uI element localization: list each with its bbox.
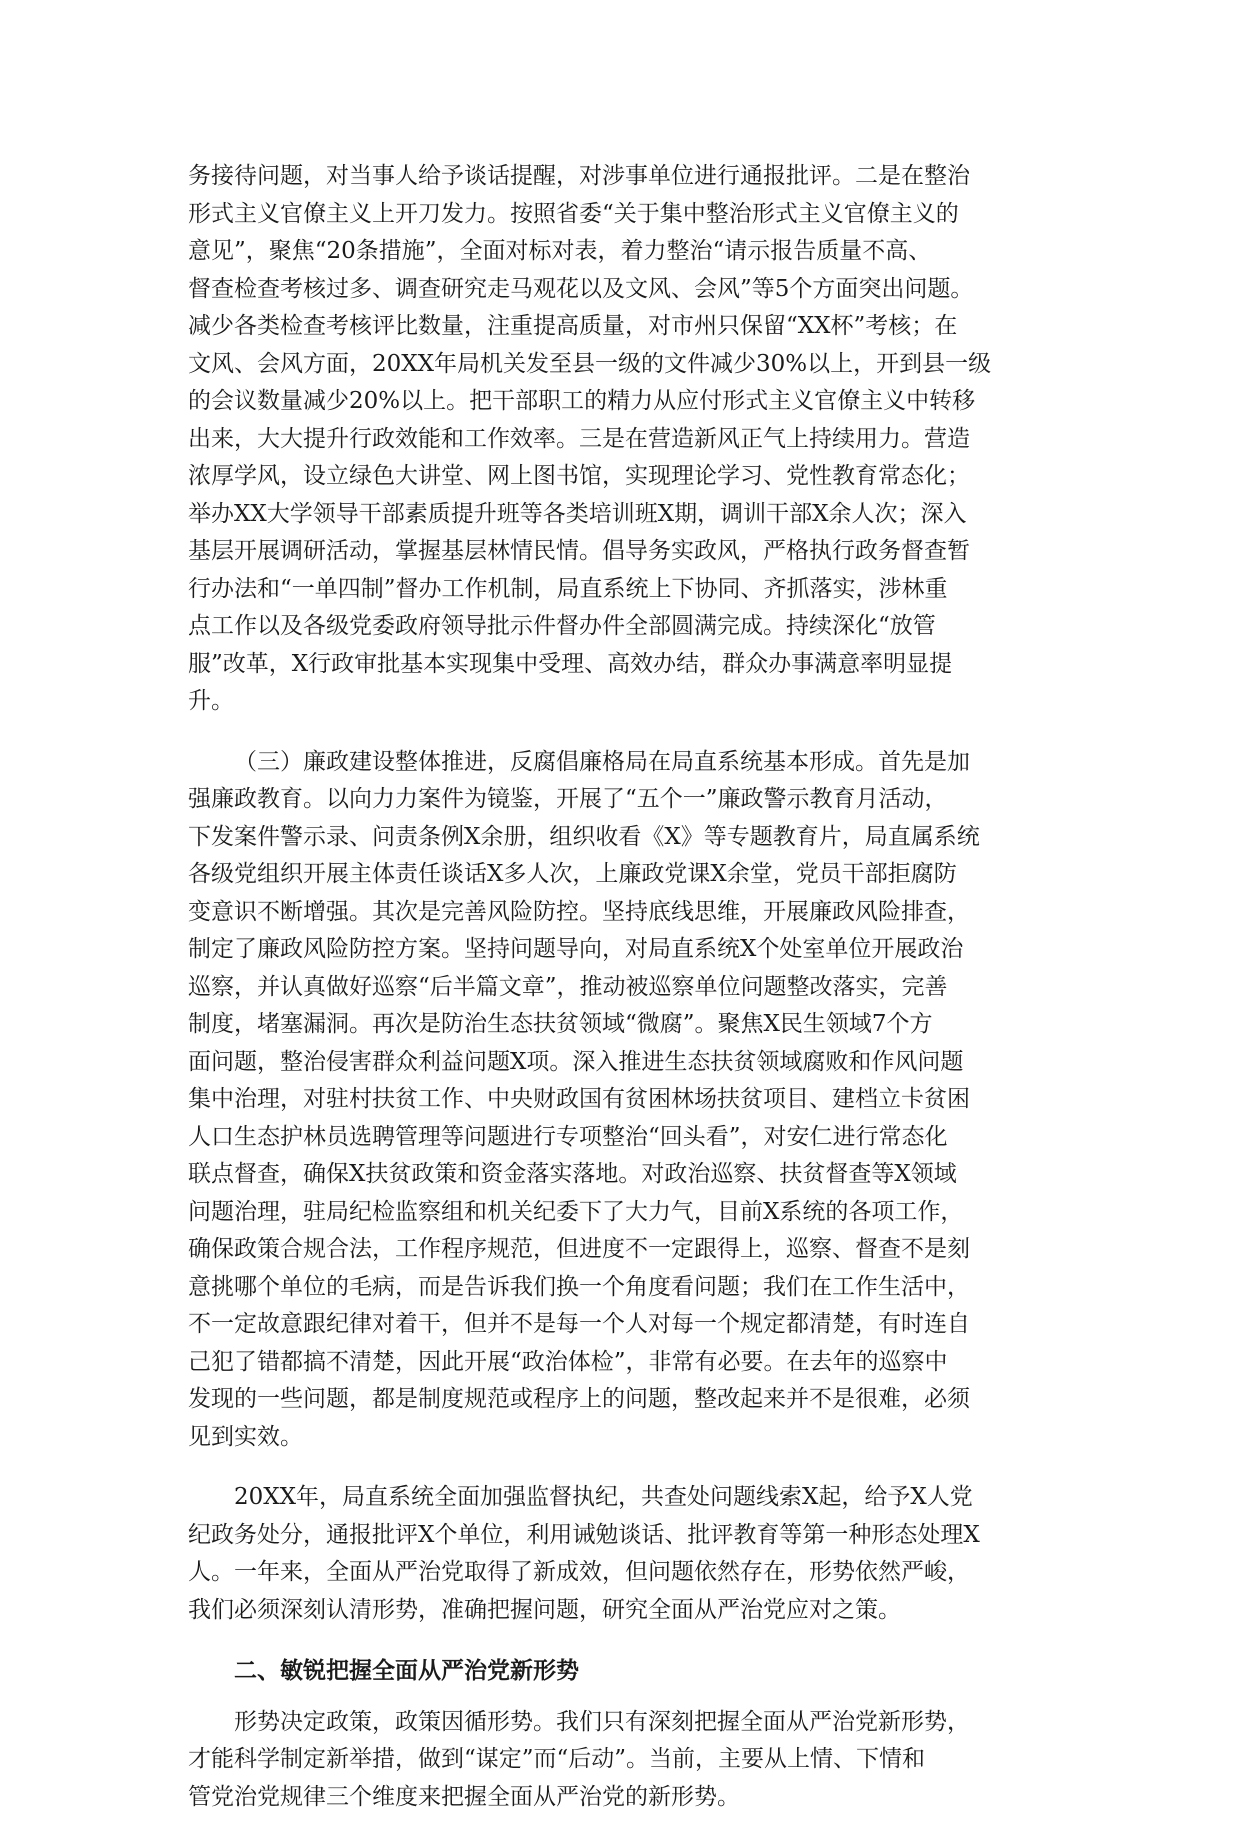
text-line: 下发案件警示录、问责条例X余册，组织收看《X》等专题教育片，局直属系统 <box>188 823 980 850</box>
text-line: 举办XX大学领导干部素质提升班等各类培训班X期，调训干部X余人次；深入 <box>188 500 967 527</box>
text-line: 务接待问题，对当事人给予谈话提醒，对涉事单位进行通报批评。二是在整治 <box>188 163 970 189</box>
text-line: 不一定故意跟纪律对着干，但并不是每一个人对每一个规定都清楚，有时连自 <box>188 1311 970 1337</box>
text-line: 问题治理，驻局纪检监察组和机关纪委下了大力气，目前X系统的各项工作， <box>188 1198 964 1225</box>
text-line: 联点督查，确保X扶贫政策和资金落实落地。对政治巡察、扶贫督查等X领域 <box>188 1161 957 1187</box>
text-line: 形式主义官僚主义上开刀发力。按照省委“关于集中整治形式主义官僚主义的 <box>188 200 959 227</box>
paragraph-new-situation <box>188 1704 1054 1817</box>
text-line: 纪政务处分，通报批评X个单位，利用诫勉谈话、批评教育等第一种形态处理X <box>188 1521 980 1548</box>
text-line: 浓厚学风，设立绿色大讲堂、网上图书馆，实现理论学习、党性教育常态化； <box>188 463 970 489</box>
document-body <box>188 158 1054 1839</box>
text-line: （三）廉政建设整体推进，反腐倡廉格局在局直系统基本形成。首先是加 <box>234 748 970 775</box>
text-line: 各级党组织开展主体责任谈话X多人次，上廉政党课X余堂，党员干部拒腐防 <box>188 861 957 887</box>
paragraph-rectification-work <box>188 158 1054 721</box>
section-heading: 二、敏锐把握全面从严治党新形势 <box>234 1657 579 1684</box>
text-line: 变意识不断增强。其次是完善风险防控。坚持底线思维，开展廉政风险排查， <box>188 898 970 925</box>
text-line: 强廉政教育。以向力力案件为镜鉴，开展了“五个一”廉政警示教育月活动， <box>188 786 948 812</box>
text-line: 才能科学制定新举措，做到“谋定”而“后动”。当前，主要从上情、下情和 <box>188 1746 926 1772</box>
text-line: 我们必须深刻认清形势，准确把握问题，研究全面从严治党应对之策。 <box>188 1596 901 1623</box>
text-line: 20XX年，局直系统全面加强监督执纪，共查处问题线索X起，给予X人党 <box>234 1484 973 1510</box>
text-line: 的会议数量减少20%以上。把干部职工的精力从应付形式主义官僚主义中转移 <box>188 388 976 414</box>
text-line: 见到实效。 <box>188 1423 303 1450</box>
text-line: 人。一年来，全面从严治党取得了新成效，但问题依然存在，形势依然严峻， <box>188 1559 970 1585</box>
text-line: 升。 <box>188 688 234 714</box>
text-line: 点工作以及各级党委政府领导批示件督办件全部圆满完成。持续深化“放管 <box>188 613 936 639</box>
text-line: 巡察，并认真做好巡察“后半篇文章”，推动被巡察单位问题整改落实，完善 <box>188 973 948 1000</box>
text-line: 文风、会风方面，20XX年局机关发至县一级的文件减少30%以上，开到县一级 <box>188 350 992 377</box>
text-line: 制定了廉政风险防控方案。坚持问题导向，对局直系统X个处室单位开展政治 <box>188 936 964 962</box>
text-line: 出来，大大提升行政效能和工作效率。三是在营造新风正气上持续用力。营造 <box>188 425 970 452</box>
text-line: 确保政策合规合法，工作程序规范，但进度不一定跟得上，巡察、督查不是刻 <box>188 1236 970 1262</box>
text-line: 面问题，整治侵害群众利益问题X项。深入推进生态扶贫领域腐败和作风问题 <box>188 1048 964 1075</box>
text-line: 管党治党规律三个维度来把握全面从严治党的新形势。 <box>188 1783 740 1810</box>
text-line: 人口生态护林员选聘管理等问题进行专项整治“回头看”，对安仁进行常态化 <box>188 1123 948 1150</box>
text-line: 意见”，聚焦“20条措施”，全面对标对表，着力整治“请示报告质量不高、 <box>188 238 932 264</box>
text-line: 发现的一些问题，都是制度规范或程序上的问题，整改起来并不是很难，必须 <box>188 1386 970 1412</box>
text-line: 基层开展调研活动，掌握基层林情民情。倡导务实政风，严格执行政务督查暂 <box>188 538 970 564</box>
text-line: 己犯了错都搞不清楚，因此开展“政治体检”，非常有必要。在去年的巡察中 <box>188 1348 948 1375</box>
text-line: 服”改革，X行政审批基本实现集中受理、高效办结，群众办事满意率明显提 <box>188 650 953 677</box>
text-line: 督查检查考核过多、调查研究走马观花以及文风、会风”等5个方面突出问题。 <box>188 275 974 302</box>
text-line: 行办法和“一单四制”督办工作机制，局直系统上下协同、齐抓落实，涉林重 <box>188 575 948 602</box>
text-line: 意挑哪个单位的毛病，而是告诉我们换一个角度看问题；我们在工作生活中， <box>188 1273 970 1300</box>
text-line: 减少各类检查考核评比数量，注重提高质量，对市州只保留“XX杯”考核；在 <box>188 313 958 339</box>
paragraph-supervision-summary <box>188 1479 1054 1629</box>
text-line: 形势决定政策，政策因循形势。我们只有深刻把握全面从严治党新形势， <box>234 1708 970 1735</box>
text-line: 集中治理，对驻村扶贫工作、中央财政国有贫困林场扶贫项目、建档立卡贫困 <box>188 1086 970 1112</box>
paragraph-integrity-building <box>188 744 1054 1457</box>
text-line: 制度，堵塞漏洞。再次是防治生态扶贫领域“微腐”。聚焦X民生领域7个方 <box>188 1011 933 1037</box>
